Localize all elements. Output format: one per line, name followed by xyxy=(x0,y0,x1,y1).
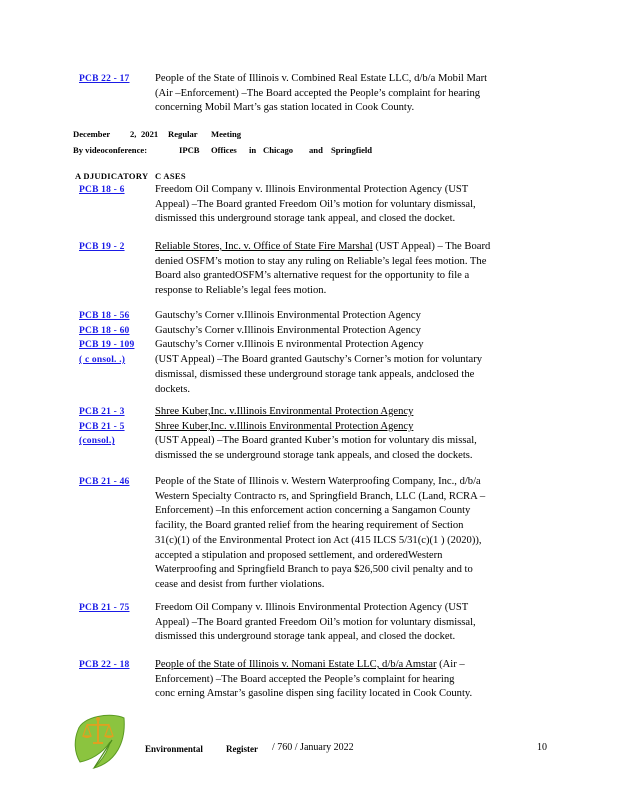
footer-issue: / 760 / January 2022 xyxy=(272,742,354,753)
case-summary-line: (Air –Enforcement) –The Board accepted the People’s complaint for hearing xyxy=(155,87,481,99)
case-number-link[interactable]: PCB 19 - 2 xyxy=(79,242,125,252)
case-number-list xyxy=(79,658,149,673)
case-number-list xyxy=(79,240,149,255)
case-number-link[interactable]: PCB 22 - 17 xyxy=(79,74,130,84)
section-heading-right: C ASES xyxy=(155,171,186,181)
case-summary-line: dismissed the se underground storage tank appeals, and closed the dockets. xyxy=(155,450,473,462)
footer-register: Register xyxy=(226,744,258,754)
section-heading-left: A DJUDICATORY xyxy=(75,171,149,181)
case-consol-link[interactable]: (consol.) xyxy=(79,436,115,447)
case-summary-line: Reliable Stores, Inc. v. Office of State Fire Marshal (UST Appeal) – The Board xyxy=(155,241,491,252)
case-number-list xyxy=(79,72,149,87)
meeting-type-1: Regular xyxy=(168,129,198,139)
case-summary xyxy=(155,183,520,227)
case-number-list xyxy=(79,601,149,616)
meeting-via: By videoconference: xyxy=(73,145,148,155)
case-number-list xyxy=(79,475,149,490)
meeting-header xyxy=(73,129,533,159)
case-number-link[interactable]: PCB 18 - 6 xyxy=(79,185,125,195)
case-summary xyxy=(155,405,520,464)
case-summary-line: Shree Kuber,Inc. v.Illinois Environmental Protection Agency xyxy=(155,406,414,417)
case-summary-line: dismissed this underground storage tank appeal, and closed the docket. xyxy=(155,631,456,643)
case-number-link[interactable]: PCB 22 - 18 xyxy=(79,660,130,670)
case-summary-line: Appeal) –The Board granted Freedom Oil’s motion for voluntary dismissal, xyxy=(155,198,476,210)
case-number-link[interactable]: PCB 18 - 60 xyxy=(79,325,130,336)
case-summary-line: dismissed this underground storage tank appeal, and closed the docket. xyxy=(155,213,456,225)
case-summary-line: 31(c)(1) of the Environmental Protect ion Act (415 ILCS 5/31(c)(1 ) (2020)), xyxy=(155,534,482,546)
case-summary-line: (UST Appeal) –The Board granted Kuber’s motion for voluntary dis missal, xyxy=(155,435,477,447)
case-number-link[interactable]: PCB 21 - 3 xyxy=(79,407,125,417)
footer-page-number: 10 xyxy=(537,742,547,753)
case-summary-line: Freedom Oil Company v. Illinois Environmental Protection Agency (UST xyxy=(155,184,469,195)
case-number-link[interactable]: PCB 19 - 109 xyxy=(79,340,135,351)
case-summary xyxy=(155,475,520,593)
case-summary-line: Freedom Oil Company v. Illinois Environmental Protection Agency (UST xyxy=(155,602,469,613)
case-summary-line: Waterproofing and Springfield Branch to paya $26,500 civil penalty and to xyxy=(155,564,473,576)
case-summary xyxy=(155,658,520,702)
meeting-date-year: 2021 xyxy=(141,129,159,139)
case-summary-line: conc erning Amstar’s gasoline dispen sing facility located in Cook County. xyxy=(155,688,473,700)
case-number-list xyxy=(79,309,149,368)
meeting-date-label: December xyxy=(73,129,111,139)
meeting-loc-4: Chicago xyxy=(263,145,294,155)
case-summary-line: cease and desist from further violations. xyxy=(155,578,325,590)
case-summary-line: response to Reliable’s legal fees motion. xyxy=(155,285,327,297)
case-number-link[interactable]: PCB 21 - 46 xyxy=(79,477,130,487)
case-summary-line: facility, the Board granted relief from the hearing requirement of Section xyxy=(155,520,464,532)
case-summary-line: Shree Kuber,Inc. v.Illinois Environmental Protection Agency xyxy=(155,420,414,432)
case-consol-link[interactable]: ( c onsol. .) xyxy=(79,355,126,366)
case-number-link[interactable]: PCB 21 - 75 xyxy=(79,603,130,613)
meeting-loc-2: Offices xyxy=(211,145,237,155)
meeting-date-day: 2, xyxy=(130,129,137,139)
case-summary-line: Western Specialty Contracto rs, and Springfield Branch, LLC (Land, RCRA – xyxy=(155,490,486,502)
case-summary-line: accepted a stipulation and proposed settlement, and orderedWestern xyxy=(155,549,443,561)
meeting-loc-5: and xyxy=(309,145,323,155)
case-summary-line: People of the State of Illinois v. Nomani Estate LLC, d/b/a Amstar (Air – xyxy=(155,659,465,670)
meeting-loc-6: Springfield xyxy=(331,145,373,155)
case-summary-line: denied OSFM’s motion to stay any ruling on Reliable’s legal fees motion. The xyxy=(155,255,487,267)
case-summary-line: (UST Appeal) –The Board granted Gautschy’s Corner’s motion for voluntary xyxy=(155,354,483,366)
case-summary-line: People of the State of Illinois v. Western Waterproofing Company, Inc., d/b/a xyxy=(155,476,481,487)
case-summary-line: Enforcement) –In this enforcement action concerning a Sangamon County xyxy=(155,505,471,517)
case-summary-line: dismissal, dismissed these underground storage tank appeals, andclosed the xyxy=(155,368,475,380)
case-summary-line: Gautschy’s Corner v.Illinois Environmental Protection Agency xyxy=(155,324,421,336)
case-summary xyxy=(155,72,520,116)
case-number-link[interactable]: PCB 21 - 5 xyxy=(79,421,125,432)
meeting-loc-3: in xyxy=(249,145,257,155)
meeting-type-2: Meeting xyxy=(211,129,242,139)
leaf-scales-logo-icon xyxy=(72,712,128,774)
case-number-list xyxy=(79,183,149,198)
case-summary xyxy=(155,601,520,645)
case-summary-line: concerning Mobil Mart’s gas station located in Cook County. xyxy=(155,102,415,114)
case-summary-line: Gautschy’s Corner v.Illinois E nvironmental Protection Agency xyxy=(155,339,424,351)
case-summary-line: Appeal) –The Board granted Freedom Oil’s motion for voluntary dismissal, xyxy=(155,616,476,628)
case-summary-line: dockets. xyxy=(155,383,191,395)
case-summary-line: Gautschy’s Corner v.Illinois Environmental Protection Agency xyxy=(155,310,421,321)
case-summary-line: Board also grantedOSFM’s alternative request for the opportunity to file a xyxy=(155,270,470,282)
case-number-link[interactable]: PCB 18 - 56 xyxy=(79,311,130,321)
case-number-list xyxy=(79,405,149,449)
case-summary xyxy=(155,309,520,397)
case-summary-line: Enforcement) –The Board accepted the People’s complaint for hearing xyxy=(155,673,455,685)
case-summary-line: People of the State of Illinois v. Combined Real Estate LLC, d/b/a Mobil Mart xyxy=(155,73,488,84)
footer-publication: Environmental xyxy=(145,744,203,754)
meeting-loc-1: IPCB xyxy=(179,145,200,155)
case-summary xyxy=(155,240,520,299)
